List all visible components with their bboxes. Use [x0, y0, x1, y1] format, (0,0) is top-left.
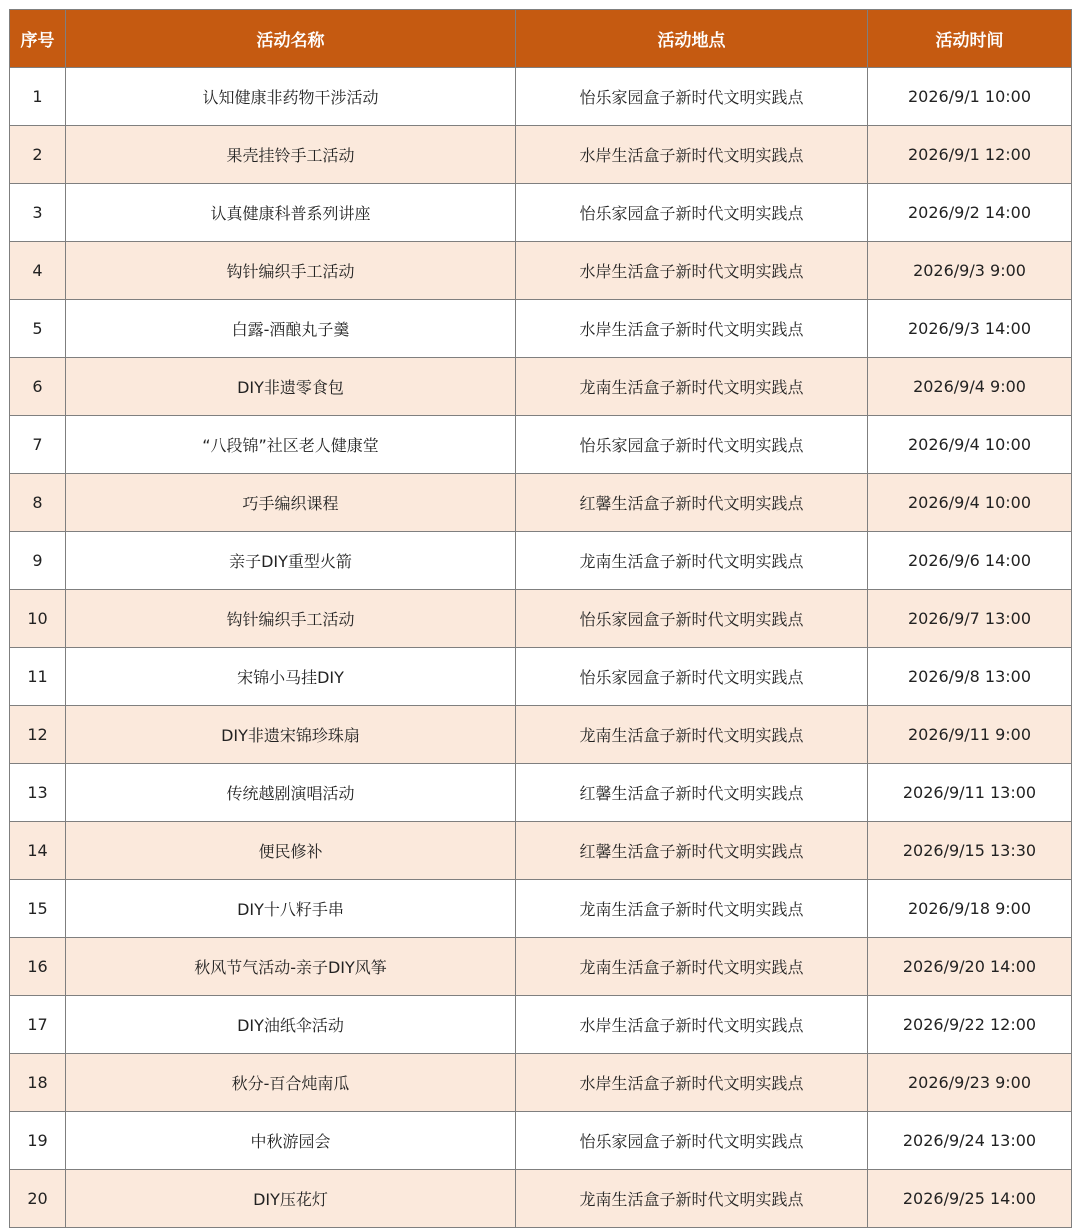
cell-activity-time: 2026/9/7 13:00 — [868, 590, 1072, 648]
table-header — [10, 10, 1072, 68]
cell-activity-location: 红馨生活盒子新时代文明实践点 — [516, 822, 868, 880]
cell-activity-name: DIY非遗零食包 — [66, 358, 516, 416]
activity-schedule-table-container — [9, 9, 1071, 1228]
cell-serial-number: 12 — [10, 706, 66, 764]
table-row — [10, 1112, 1072, 1170]
table-row — [10, 822, 1072, 880]
table-row — [10, 880, 1072, 938]
cell-serial-number: 2 — [10, 126, 66, 184]
cell-serial-number: 3 — [10, 184, 66, 242]
header-serial-number: 序号 — [10, 10, 66, 68]
table-row — [10, 184, 1072, 242]
table-body — [10, 68, 1072, 1228]
table-row — [10, 300, 1072, 358]
header-activity-time: 活动时间 — [868, 10, 1072, 68]
cell-serial-number: 1 — [10, 68, 66, 126]
cell-activity-time: 2026/9/8 13:00 — [868, 648, 1072, 706]
cell-activity-time: 2026/9/11 13:00 — [868, 764, 1072, 822]
cell-activity-time: 2026/9/3 14:00 — [868, 300, 1072, 358]
cell-activity-location: 水岸生活盒子新时代文明实践点 — [516, 300, 868, 358]
cell-activity-time: 2026/9/3 9:00 — [868, 242, 1072, 300]
cell-activity-name: 中秋游园会 — [66, 1112, 516, 1170]
cell-serial-number: 9 — [10, 532, 66, 590]
cell-activity-location: 水岸生活盒子新时代文明实践点 — [516, 126, 868, 184]
cell-activity-location: 红馨生活盒子新时代文明实践点 — [516, 764, 868, 822]
cell-activity-location: 水岸生活盒子新时代文明实践点 — [516, 996, 868, 1054]
cell-activity-location: 怡乐家园盒子新时代文明实践点 — [516, 68, 868, 126]
cell-activity-location: 龙南生活盒子新时代文明实践点 — [516, 532, 868, 590]
table-row — [10, 358, 1072, 416]
cell-serial-number: 10 — [10, 590, 66, 648]
header-activity-name: 活动名称 — [66, 10, 516, 68]
table-row — [10, 126, 1072, 184]
table-row — [10, 416, 1072, 474]
cell-activity-name: 果壳挂铃手工活动 — [66, 126, 516, 184]
table-row — [10, 706, 1072, 764]
table-row — [10, 648, 1072, 706]
table-row — [10, 474, 1072, 532]
cell-activity-location: 龙南生活盒子新时代文明实践点 — [516, 706, 868, 764]
cell-serial-number: 16 — [10, 938, 66, 996]
cell-activity-location: 龙南生活盒子新时代文明实践点 — [516, 1170, 868, 1228]
cell-activity-location: 水岸生活盒子新时代文明实践点 — [516, 242, 868, 300]
cell-serial-number: 18 — [10, 1054, 66, 1112]
cell-activity-time: 2026/9/2 14:00 — [868, 184, 1072, 242]
cell-activity-time: 2026/9/22 12:00 — [868, 996, 1072, 1054]
table-row — [10, 996, 1072, 1054]
cell-serial-number: 7 — [10, 416, 66, 474]
cell-activity-time: 2026/9/1 12:00 — [868, 126, 1072, 184]
cell-activity-time: 2026/9/23 9:00 — [868, 1054, 1072, 1112]
cell-activity-location: 怡乐家园盒子新时代文明实践点 — [516, 648, 868, 706]
header-row — [10, 10, 1072, 68]
cell-activity-name: “八段锦”社区老人健康堂 — [66, 416, 516, 474]
cell-activity-location: 怡乐家园盒子新时代文明实践点 — [516, 1112, 868, 1170]
cell-activity-time: 2026/9/15 13:30 — [868, 822, 1072, 880]
cell-activity-name: 巧手编织课程 — [66, 474, 516, 532]
cell-activity-name: 传统越剧演唱活动 — [66, 764, 516, 822]
cell-serial-number: 11 — [10, 648, 66, 706]
cell-activity-name: 认真健康科普系列讲座 — [66, 184, 516, 242]
cell-activity-name: 认知健康非药物干涉活动 — [66, 68, 516, 126]
cell-serial-number: 15 — [10, 880, 66, 938]
cell-activity-name: 亲子DIY重型火箭 — [66, 532, 516, 590]
cell-activity-time: 2026/9/1 10:00 — [868, 68, 1072, 126]
cell-activity-location: 红馨生活盒子新时代文明实践点 — [516, 474, 868, 532]
cell-serial-number: 5 — [10, 300, 66, 358]
cell-activity-time: 2026/9/4 10:00 — [868, 416, 1072, 474]
cell-activity-location: 龙南生活盒子新时代文明实践点 — [516, 358, 868, 416]
cell-serial-number: 14 — [10, 822, 66, 880]
cell-activity-time: 2026/9/20 14:00 — [868, 938, 1072, 996]
cell-activity-time: 2026/9/4 9:00 — [868, 358, 1072, 416]
cell-activity-name: DIY十八籽手串 — [66, 880, 516, 938]
cell-activity-location: 怡乐家园盒子新时代文明实践点 — [516, 590, 868, 648]
cell-activity-name: DIY压花灯 — [66, 1170, 516, 1228]
cell-activity-name: 宋锦小马挂DIY — [66, 648, 516, 706]
table-row — [10, 532, 1072, 590]
cell-activity-time: 2026/9/18 9:00 — [868, 880, 1072, 938]
cell-serial-number: 6 — [10, 358, 66, 416]
cell-activity-time: 2026/9/25 14:00 — [868, 1170, 1072, 1228]
cell-serial-number: 20 — [10, 1170, 66, 1228]
cell-activity-time: 2026/9/4 10:00 — [868, 474, 1072, 532]
table-row — [10, 68, 1072, 126]
table-row — [10, 590, 1072, 648]
table-row — [10, 938, 1072, 996]
cell-serial-number: 19 — [10, 1112, 66, 1170]
cell-activity-location: 水岸生活盒子新时代文明实践点 — [516, 1054, 868, 1112]
cell-activity-name: DIY油纸伞活动 — [66, 996, 516, 1054]
cell-activity-time: 2026/9/6 14:00 — [868, 532, 1072, 590]
table-row — [10, 764, 1072, 822]
cell-activity-name: 白露-酒酿丸子羹 — [66, 300, 516, 358]
cell-activity-location: 怡乐家园盒子新时代文明实践点 — [516, 416, 868, 474]
cell-activity-location: 龙南生活盒子新时代文明实践点 — [516, 938, 868, 996]
cell-serial-number: 17 — [10, 996, 66, 1054]
cell-activity-time: 2026/9/11 9:00 — [868, 706, 1072, 764]
cell-activity-name: 便民修补 — [66, 822, 516, 880]
cell-activity-name: 秋分-百合炖南瓜 — [66, 1054, 516, 1112]
cell-serial-number: 4 — [10, 242, 66, 300]
cell-activity-name: 秋风节气活动-亲子DIY风筝 — [66, 938, 516, 996]
table-row — [10, 1054, 1072, 1112]
cell-activity-name: 钩针编织手工活动 — [66, 590, 516, 648]
table-row — [10, 1170, 1072, 1228]
activity-schedule-table — [9, 9, 1072, 1228]
cell-activity-location: 怡乐家园盒子新时代文明实践点 — [516, 184, 868, 242]
cell-activity-location: 龙南生活盒子新时代文明实践点 — [516, 880, 868, 938]
cell-activity-time: 2026/9/24 13:00 — [868, 1112, 1072, 1170]
table-row — [10, 242, 1072, 300]
cell-serial-number: 8 — [10, 474, 66, 532]
cell-serial-number: 13 — [10, 764, 66, 822]
header-activity-location: 活动地点 — [516, 10, 868, 68]
cell-activity-name: 钩针编织手工活动 — [66, 242, 516, 300]
cell-activity-name: DIY非遗宋锦珍珠扇 — [66, 706, 516, 764]
